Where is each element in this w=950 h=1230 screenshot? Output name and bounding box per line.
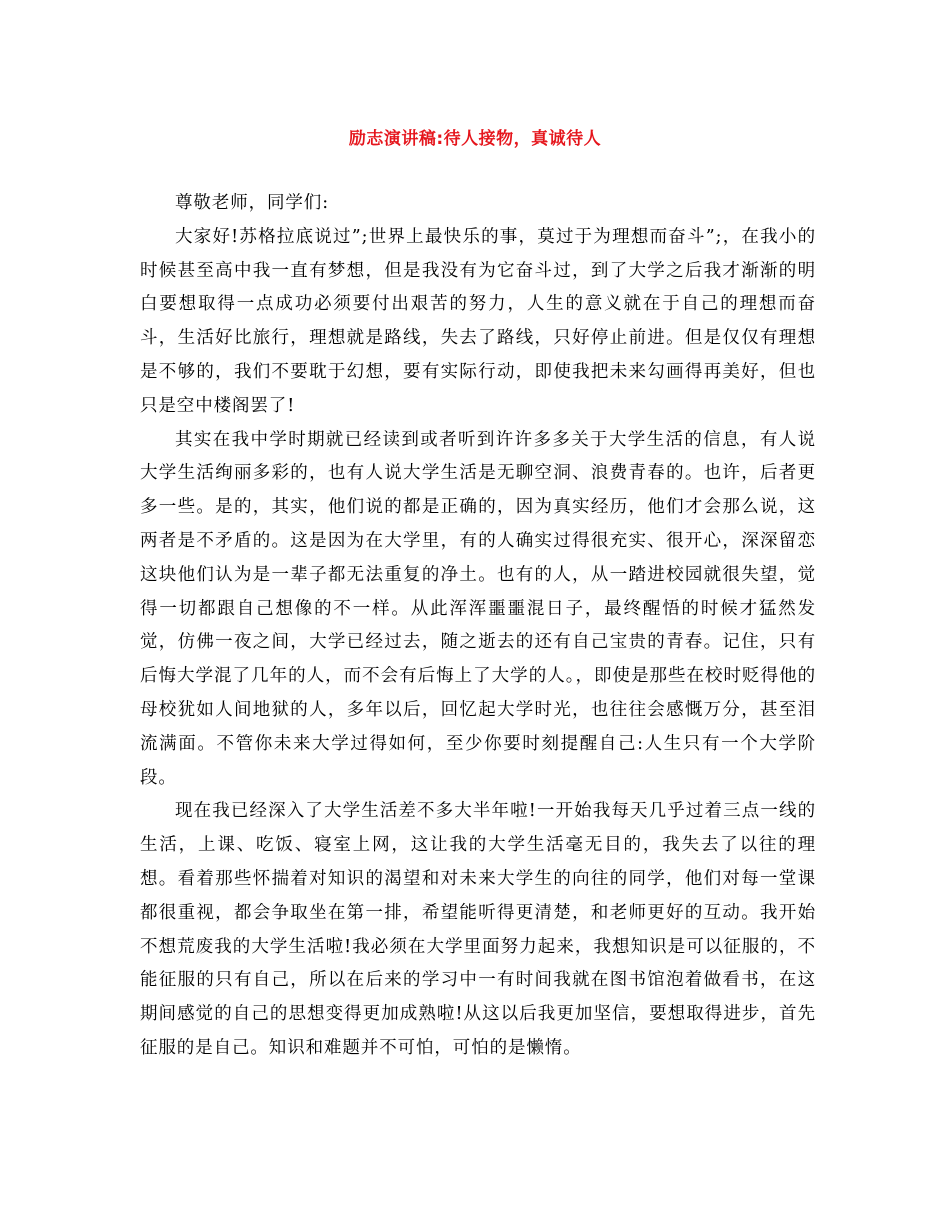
- document-body: [140, 187, 816, 1066]
- paragraph: 大家好!苏格拉底说过”;世界上最快乐的事，莫过于为理想而奋斗”;，在我小的时候甚至高中我一直有梦想，但是我没有为它奋斗过，到了大学之后我才渐渐的明白要想取得一点成功必须要付出艰苦的努力，人生的意义就在于自己的理想而奋斗，生活好比旅行，理想就是路线，失去了路线，只好停止前进。但是仅仅有理想是不够的，我们不要耽于幻想，要有实际行动，即使我把未来勾画得再美好，但也只是空中楼阁罢了!: [140, 226, 816, 416]
- paragraph: 其实在我中学时期就已经读到或者听到许许多多关于大学生活的信息，有人说大学生活绚丽多彩的，也有人说大学生活是无聊空洞、浪费青春的。也许，后者更多一些。是的，其实，他们说的都是正确的，因为真实经历，他们才会那么说，这两者是不矛盾的。这是因为在大学里，有的人确实过得很充实、很开心，深深留恋这块他们认为是一辈子都无法重复的净土。也有的人，从一踏进校园就很失望，觉得一切都跟自己想像的不一样。从此浑浑噩噩混日子，最终醒悟的时候才猛然发觉，仿佛一夜之间，大学已经过去，随之逝去的还有自己宝贵的青春。记住，只有后悔大学混了几年的人，而不会有后悔上了大学的人。，即使是那些在校时贬得他的母校犹如人间地狱的人，多年以后，回忆起大学时光，也往往会感慨万分，甚至泪流满面。不管你未来大学过得如何，至少你要时刻提醒自己:人生只有一个大学阶段。: [140, 429, 816, 788]
- document-title: 励志演讲稿:待人接物，真诚待人: [348, 129, 602, 149]
- paragraph: 现在我已经深入了大学生活差不多大半年啦!一开始我每天几乎过着三点一线的生活，上课、吃饭、寝室上网，这让我的大学生活毫无目的，我失去了以往的理想。看着那些怀揣着对知识的渴望和对未来大学生的向往的同学，他们对每一堂课都很重视，都会争取坐在第一排，希望能听得更清楚，和老师更好的互动。我开始不想荒废我的大学生活啦!我必须在大学里面努力起来，我想知识是可以征服的，不能征服的只有自己，所以在后来的学习中一有时间我就在图书馆泡着做看书，在这期间感觉的自己的思想变得更加成熟啦!从这以后我更加坚信，要想取得进步，首先征服的是自己。知识和难题并不可怕，可怕的是懒惰。: [140, 801, 816, 1058]
- greeting-line: 尊敬老师，同学们:: [175, 193, 329, 213]
